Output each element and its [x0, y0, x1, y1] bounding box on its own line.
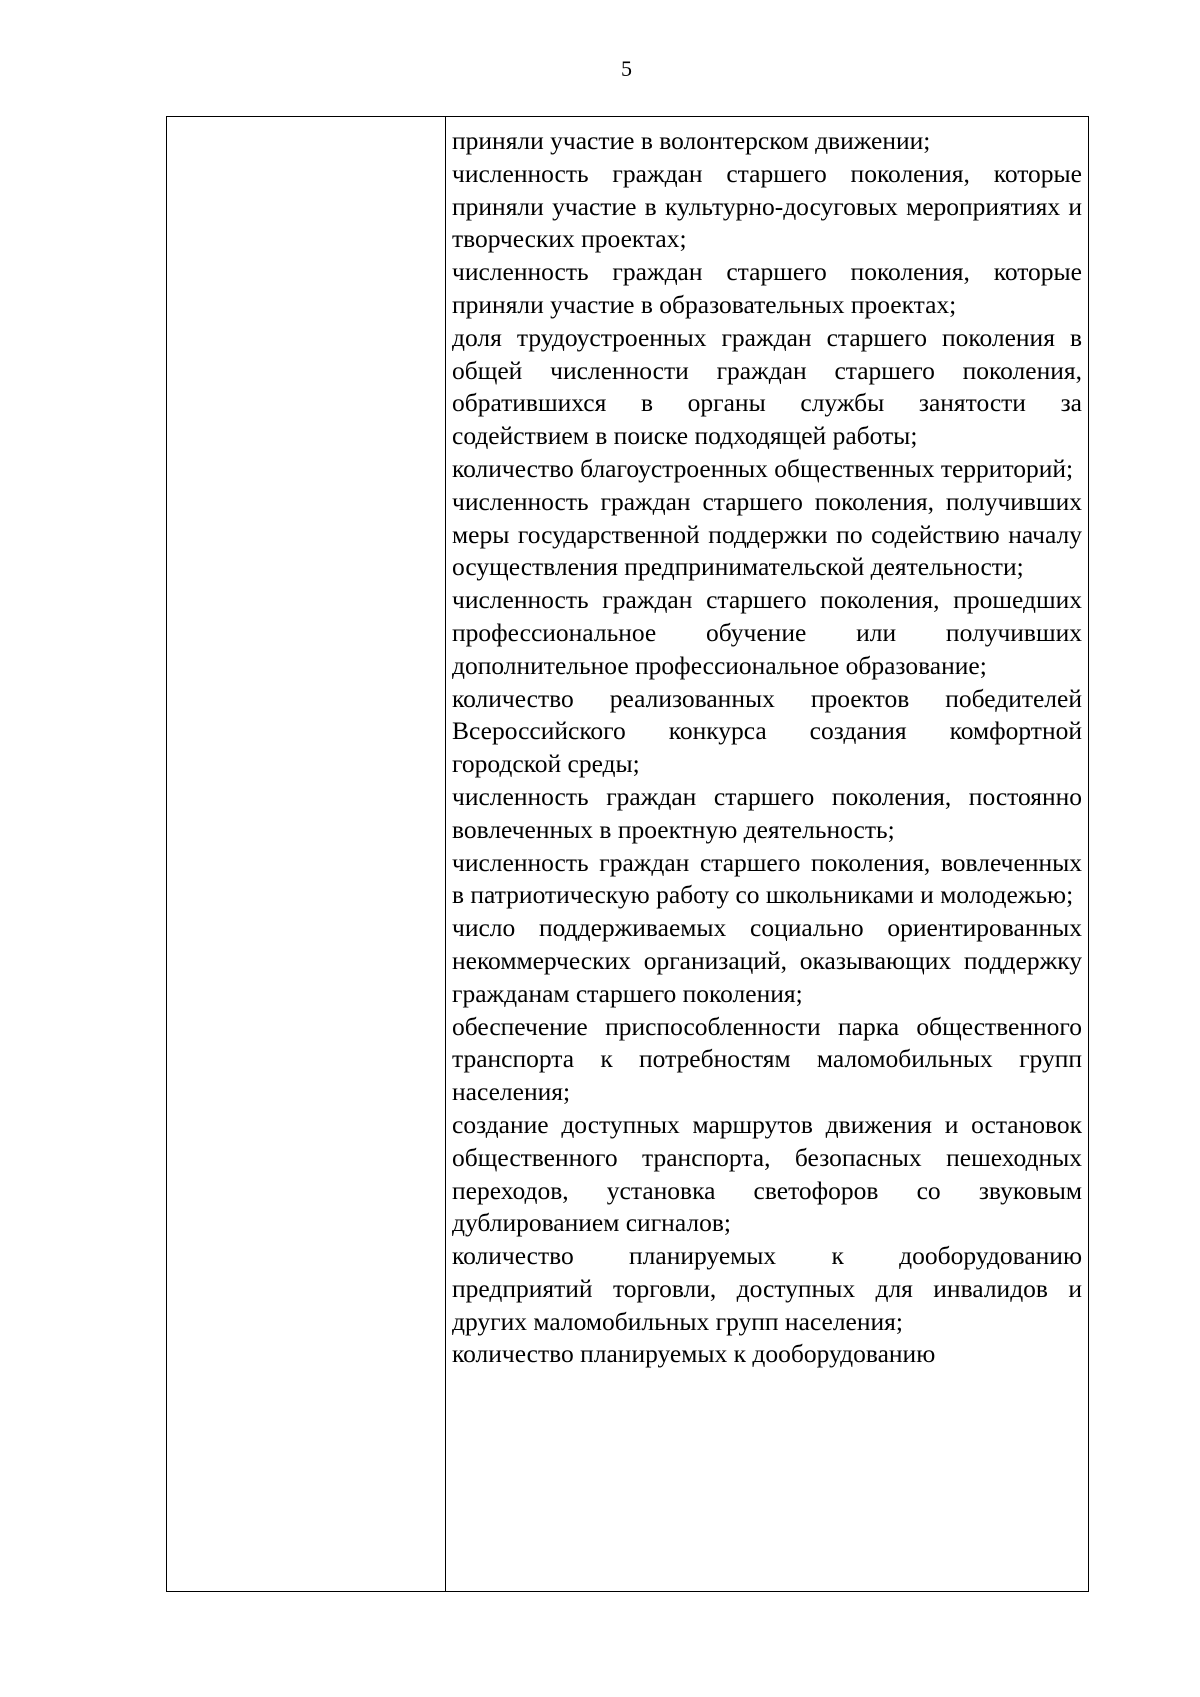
list-item: численность граждан старшего поколения, постоянно вовлеченных в проектную деятельность;	[452, 781, 1082, 844]
list-item: обеспечение приспособленности парка общественного транспорта к потребностям маломобильных групп населения;	[452, 1011, 1082, 1107]
indicators-table	[166, 116, 1089, 1592]
list-item: создание доступных маршрутов движения и остановок общественного транспорта, безопасных пешеходных переходов, установка светофоров со звуковым дублированием сигналов;	[452, 1109, 1082, 1238]
list-item: доля трудоустроенных граждан старшего поколения в общей численности граждан старшего поколения, обратившихся в органы службы занятости за содействием в поиске подходящей работы;	[452, 322, 1082, 451]
list-item: количество благоустроенных общественных территорий;	[452, 453, 1074, 483]
list-item: приняли участие в волонтерском движении;	[452, 126, 931, 155]
list-item: число поддерживаемых социально ориентированных некоммерческих организаций, оказывающих поддержку гражданам старшего поколения;	[452, 913, 1082, 1008]
list-item: количество реализованных проектов победителей Всероссийского конкурса создания комфортной городской среды;	[452, 683, 1082, 779]
list-item: численность граждан старшего поколения, прошедших профессиональное обучение или получивших дополнительное профессиональное образование;	[452, 585, 1082, 680]
list-item: количество планируемых к дооборудованию	[452, 1339, 936, 1369]
list-item: численность граждан старшего поколения, получивших меры государственной поддержки по содействию началу осуществления предпринимательской деятельности;	[452, 486, 1082, 582]
table-left-cell	[167, 117, 446, 1591]
list-item: количество планируемых к дооборудованию предприятий торговли, доступных для инвалидов и других маломобильных групп населения;	[452, 1241, 1082, 1336]
list-item: численность граждан старшего поколения, которые приняли участие в культурно-досуговых мероприятиях и творческих проектах;	[452, 158, 1082, 254]
list-item: численность граждан старшего поколения, которые приняли участие в образовательных проектах;	[452, 257, 1082, 319]
table-right-cell	[446, 117, 1088, 1591]
list-item: численность граждан старшего поколения, вовлеченных в патриотическую работу со школьниками и молодежью;	[452, 847, 1082, 910]
page-number: 5	[621, 56, 632, 81]
